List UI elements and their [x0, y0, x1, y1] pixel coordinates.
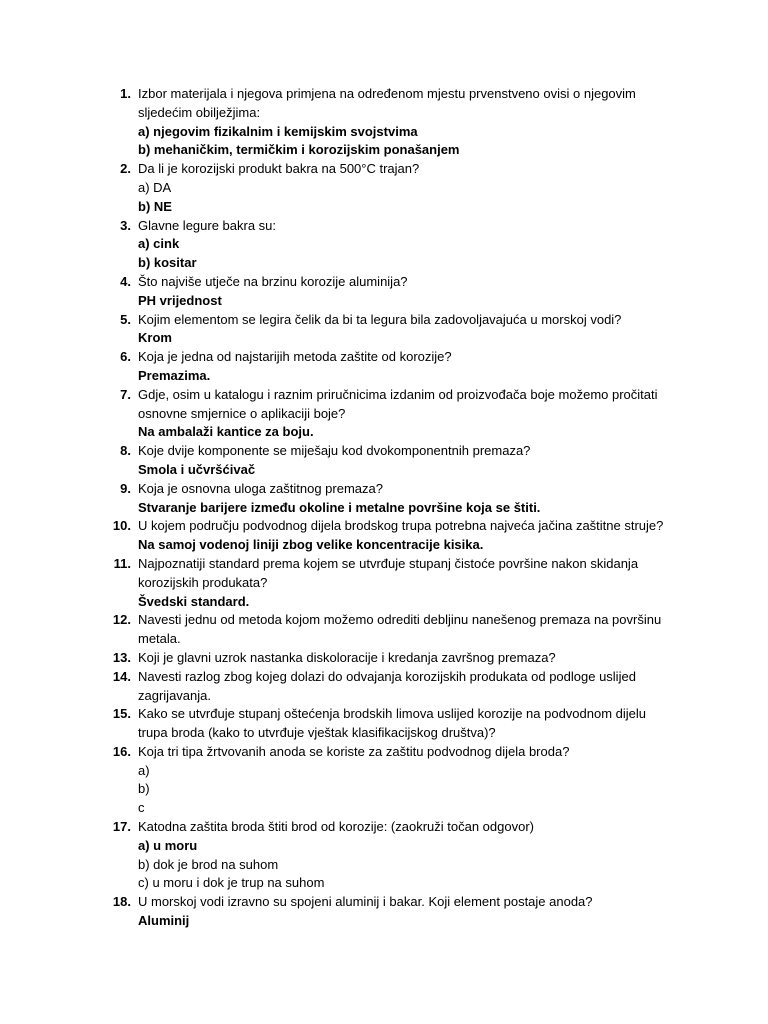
- question-item: [100, 348, 700, 386]
- question-text-line: Kako se utvrđuje stupanj oštećenja brodskih limova uslijed korozije na podvodnom dijelu: [138, 706, 647, 722]
- question-text-line: Najpoznatiji standard prema kojem se utvrđuje stupanj čistoće površine nakon skidanja: [138, 555, 639, 571]
- question-item: [100, 311, 700, 349]
- question-number: 4.: [120, 273, 131, 289]
- answer-line: a) cink: [138, 236, 180, 252]
- answer-line: Premazima.: [138, 367, 211, 383]
- question-number: 7.: [120, 386, 131, 402]
- question-number: 2.: [120, 161, 131, 177]
- question-text-line: Što najviše utječe na brzinu korozije aluminija?: [138, 273, 408, 289]
- question-item: [100, 668, 700, 706]
- answer-line: a) u moru: [138, 837, 198, 853]
- question-number: 10.: [112, 518, 131, 534]
- question-number: 18.: [112, 894, 131, 910]
- question-number: 11.: [113, 555, 131, 571]
- question-item: [100, 649, 700, 668]
- question-text-line: U morskoj vodi izravno su spojeni aluminij i bakar. Koji element postaje anoda?: [138, 894, 593, 910]
- question-text-line: Koja tri tipa žrtvovanih anoda se koriste za zaštitu podvodnog dijela broda?: [138, 743, 570, 759]
- question-text-line: Koji je glavni uzrok nastanka diskoloracije i kredanja završnog premaza?: [138, 649, 556, 665]
- question-item: [100, 818, 700, 893]
- question-text-line: c) u moru i dok je trup na suhom: [138, 875, 325, 891]
- question-number: 9.: [120, 480, 131, 496]
- answer-line: a) njegovim fizikalnim i kemijskim svojstvima: [138, 123, 418, 139]
- question-text-line: metala.: [138, 631, 181, 647]
- question-text-line: a): [138, 762, 150, 778]
- question-text-line: sljedećim obilježjima:: [138, 104, 261, 120]
- question-list: [100, 85, 700, 931]
- question-item: [100, 611, 700, 649]
- question-number: 8.: [120, 443, 131, 459]
- answer-line: Švedski standard.: [138, 593, 250, 609]
- answer-line: b) mehaničkim, termičkim i korozijskim ponašanjem: [138, 142, 460, 158]
- question-text-line: Koja je jedna od najstarijih metoda zaštite od korozije?: [138, 349, 452, 365]
- answer-line: PH vrijednost: [138, 292, 222, 308]
- question-text-line: Navesti jednu od metoda kojom možemo odrediti debljinu nanešenog premaza na površinu: [138, 612, 662, 628]
- question-item: [100, 893, 700, 931]
- answer-line: Na ambalaži kantice za boju.: [138, 424, 314, 440]
- question-number: 6.: [120, 349, 131, 365]
- question-item: [100, 273, 700, 311]
- question-text-line: Koja je osnovna uloga zaštitnog premaza?: [138, 480, 383, 496]
- answer-line: b) NE: [138, 198, 172, 214]
- question-number: 17.: [112, 819, 131, 835]
- question-text-line: Da li je korozijski produkt bakra na 500°C trajan?: [138, 161, 420, 177]
- answer-line: Na samoj vodenoj liniji zbog velike koncentracije kisika.: [138, 537, 484, 553]
- answer-line: Smola i učvršćivač: [138, 461, 256, 477]
- question-item: [100, 160, 700, 216]
- question-text-line: Koje dvije komponente se miješaju kod dvokomponentnih premaza?: [138, 443, 531, 459]
- question-item: [100, 85, 700, 160]
- question-item: [100, 217, 700, 273]
- question-number: 14.: [112, 668, 131, 684]
- question-item: [100, 743, 700, 818]
- question-item: [100, 386, 700, 442]
- question-text-line: b): [138, 781, 150, 797]
- answer-line: Krom: [138, 330, 172, 346]
- question-number: 12.: [112, 612, 131, 628]
- question-text-line: a) DA: [138, 179, 172, 195]
- question-text-line: zagrijavanja.: [138, 687, 211, 703]
- question-number: 1.: [120, 86, 131, 101]
- question-number: 15.: [112, 706, 131, 722]
- question-text-line: osnovne smjernice o aplikaciji boje?: [138, 405, 346, 421]
- question-text-line: b) dok je brod na suhom: [138, 856, 279, 872]
- question-item: [100, 705, 700, 743]
- question-text-line: Kojim elementom se legira čelik da bi ta legura bila zadovoljavajuća u morskoj vodi?: [138, 311, 622, 327]
- question-number: 3.: [120, 217, 131, 233]
- question-text-line: Navesti razlog zbog kojeg dolazi do odvajanja korozijskih produkata od podloge uslijed: [138, 668, 636, 684]
- question-number: 16.: [112, 743, 131, 759]
- question-text-line: c: [138, 800, 145, 816]
- question-text-line: korozijskih produkata?: [138, 574, 268, 590]
- question-text-line: Izbor materijala i njegova primjena na određenom mjestu prvenstveno ovisi o njegovim: [138, 86, 636, 101]
- question-item: [100, 555, 700, 611]
- question-number: 5.: [120, 311, 131, 327]
- answer-line: Aluminij: [138, 913, 190, 929]
- question-number: 13.: [112, 649, 131, 665]
- answer-line: Stvaranje barijere između okoline i metalne površine koja se štiti.: [138, 499, 541, 515]
- question-text-line: Katodna zaštita broda štiti brod od korozije: (zaokruži točan odgovor): [138, 819, 534, 835]
- question-item: [100, 480, 700, 518]
- question-text-line: Gdje, osim u katalogu i raznim priručnicima izdanim od proizvođača boje možemo pročitati: [138, 386, 658, 402]
- question-item: [100, 442, 700, 480]
- question-item: [100, 517, 700, 555]
- question-text-line: Glavne legure bakra su:: [138, 217, 277, 233]
- answer-line: b) kositar: [138, 255, 197, 271]
- question-text-line: U kojem području podvodnog dijela brodskog trupa potrebna najveća jačina zaštitne struje?: [138, 518, 664, 534]
- question-text-line: trupa broda (kako to utvrđuje vještak klasifikacijskog društva)?: [138, 725, 496, 741]
